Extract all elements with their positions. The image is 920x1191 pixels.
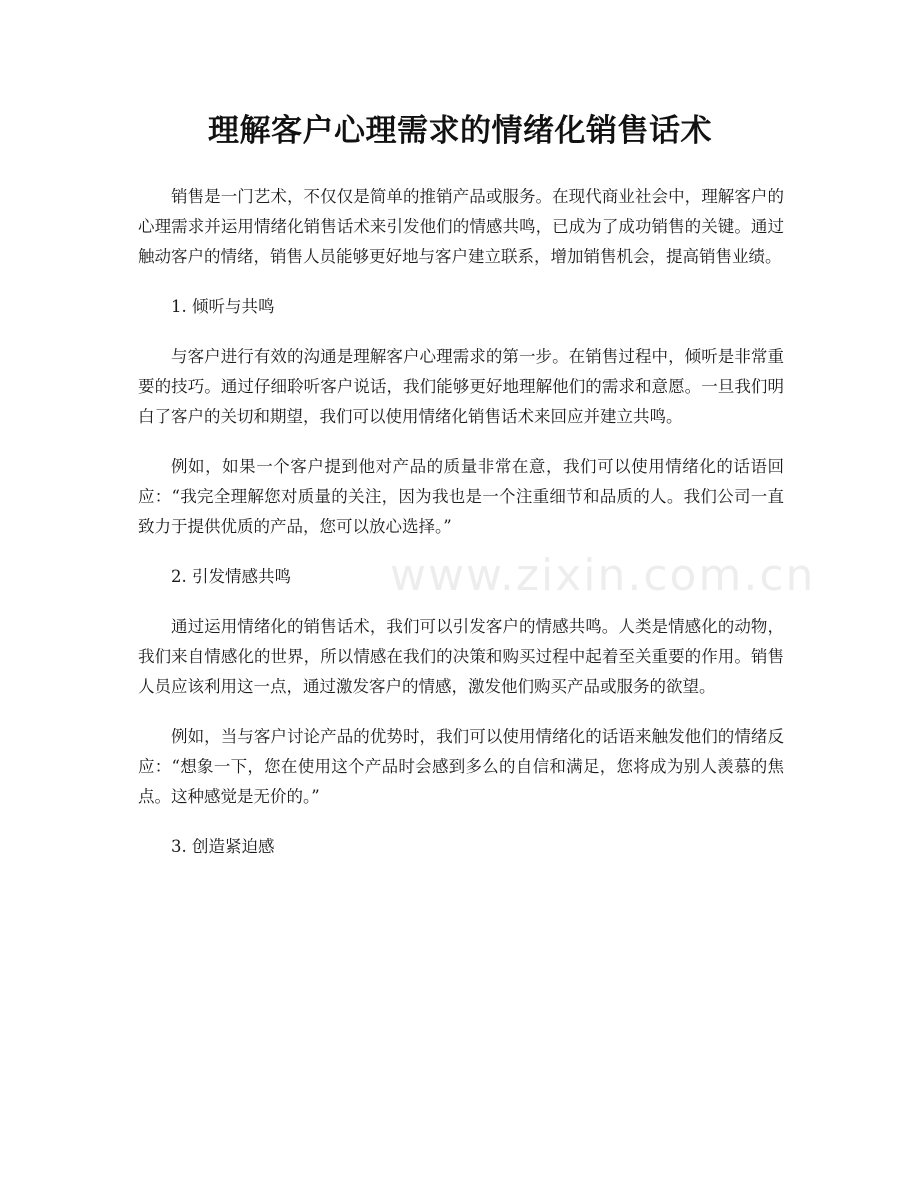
section-2-paragraph-2: 例如，当与客户讨论产品的优势时，我们可以使用情绪化的话语来触发他们的情绪反应：“想象一下，您在使用这个产品时会感到多么的自信和满足，您将成为别人羡慕的焦点。这种感觉是无价的。” [138, 727, 784, 806]
document-body [138, 182, 784, 882]
intro-paragraph: 销售是一门艺术，不仅仅是简单的推销产品或服务。在现代商业社会中，理解客户的心理需求并运用情绪化销售话术来引发他们的情感共鸣，已成为了成功销售的关键。通过触动客户的情绪，销售人员能够更好地与客户建立联系，增加销售机会，提高销售业绩。 [138, 187, 784, 266]
section-heading-3: 3. 创造紧迫感 [171, 837, 275, 856]
section-1-paragraph-2: 例如，如果一个客户提到他对产品的质量非常在意，我们可以使用情绪化的话语回应：“我完全理解您对质量的关注，因为我也是一个注重细节和品质的人。我们公司一直致力于提供优质的产品，您可以放心选择。” [138, 457, 784, 536]
section-heading-1: 1. 倾听与共鸣 [171, 297, 275, 316]
section-heading-2: 2. 引发情感共鸣 [171, 567, 291, 586]
section-2-paragraph-1: 通过运用情绪化的销售话术，我们可以引发客户的情感共鸣。人类是情感化的动物，我们来自情感化的世界，所以情感在我们的决策和购买过程中起着至关重要的作用。销售人员应该利用这一点，通过激发客户的情感，激发他们购买产品或服务的欲望。 [138, 617, 784, 696]
section-1-paragraph-1: 与客户进行有效的沟通是理解客户心理需求的第一步。在销售过程中，倾听是非常重要的技巧。通过仔细聆听客户说话，我们能够更好地理解他们的需求和意愿。一旦我们明白了客户的关切和期望，我们可以使用情绪化销售话术来回应并建立共鸣。 [138, 347, 784, 426]
page-title: 理解客户心理需求的情绪化销售话术 [208, 113, 712, 149]
watermark: www.zixin.com.cn [390, 550, 816, 601]
